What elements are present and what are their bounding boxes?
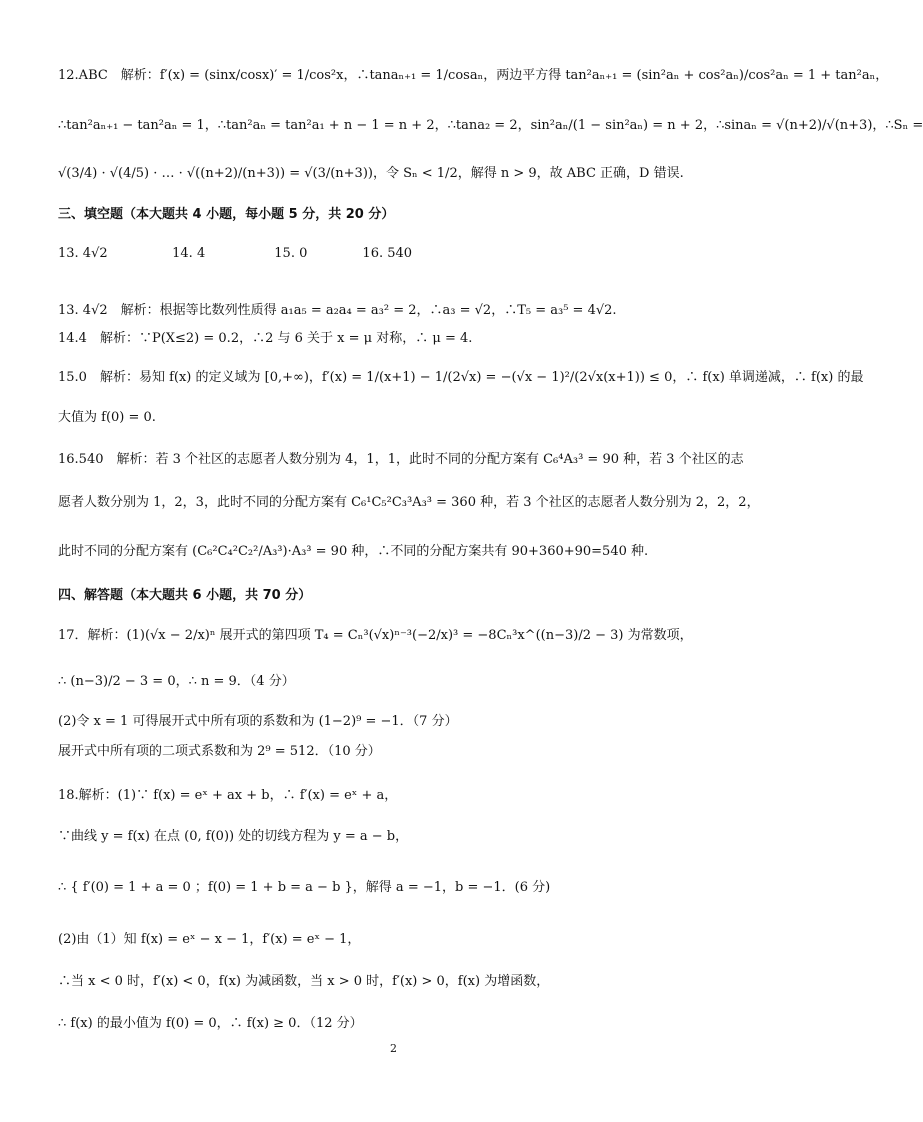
answer-14: 14. 4 (172, 246, 206, 261)
q18-line-2: ∵曲线 y = f(x) 在点 (0, f(0)) 处的切线方程为 y = a − b， (58, 829, 409, 844)
q18-line-1: 18.解析：(1)∵ f(x) = eˣ + ax + b，∴ f′(x) = eˣ + a， (58, 788, 398, 803)
q18-line-3: ∴ { f′(0) = 1 + a = 0 ；f(0) = 1 + b = a − b }，解得 a = −1，b = −1．(6 分) (58, 880, 551, 895)
q17-line-2: ∴ (n−3)/2 − 3 = 0，∴ n = 9．（4 分） (58, 674, 295, 689)
q17-line-1: 17．解析：(1)(√x − 2/x)ⁿ 展开式的第四项 T₄ = Cₙ³(√x)ⁿ⁻³(−2/x)³ = −8Cₙ³x^((n−3)/2 − 3) 为常数项， (58, 628, 693, 643)
q17-line-3: (2)令 x = 1 可得展开式中所有项的系数和为 (1−2)⁹ = −1．（7 分） (58, 714, 458, 729)
q18-line-6: ∴ f(x) 的最小值为 f(0) = 0，∴ f(x) ≥ 0．（12 分） (58, 1016, 363, 1031)
q12-line-1: 12.ABC 解析：f′(x) = (sinx/cosx)′ = 1/cos²x，∴tanaₙ₊₁ = 1/cosaₙ，两边平方得 tan²aₙ₊₁ = (sin²aₙ + cos²aₙ)/cos²aₙ = 1 + tan²aₙ， (58, 68, 889, 83)
q18-line-4: (2)由（1）知 f(x) = eˣ − x − 1，f′(x) = eˣ − 1， (58, 932, 361, 947)
answer-16: 16. 540 (362, 246, 413, 261)
q16-line-1: 16.540 解析：若 3 个社区的志愿者人数分别为 4，1，1，此时不同的分配方案有 C₆⁴A₃³ = 90 种，若 3 个社区的志 (58, 452, 744, 467)
q12-line-3: √(3/4) · √(4/5) · … · √((n+2)/(n+3)) = √(3/(n+3))，令 Sₙ < 1/2，解得 n > 9，故 ABC 正确，D 错误. (58, 166, 684, 181)
q13-solution: 13. 4√2 解析：根据等比数列性质得 a₁a₅ = a₂a₄ = a₃² = 2，∴a₃ = √2，∴T₅ = a₃⁵ = 4√2. (58, 303, 617, 318)
q18-line-5: ∴当 x < 0 时，f′(x) < 0，f(x) 为减函数，当 x > 0 时，f′(x) > 0，f(x) 为增函数， (58, 974, 550, 989)
section-3-heading: 三、填空题（本大题共 4 小题，每小题 5 分，共 20 分） (58, 207, 395, 222)
answer-15: 15. 0 (274, 246, 308, 261)
page-number: 2 (390, 1042, 397, 1055)
q15-line-1: 15.0 解析：易知 f(x) 的定义域为 [0,+∞)，f′(x) = 1/(x+1) − 1/(2√x) = −(√x − 1)²/(2√x(x+1)) ≤ 0，∴ f(x) 单调递减，∴ f(x) 的最 (58, 370, 864, 385)
q16-line-2: 愿者人数分别为 1，2，3，此时不同的分配方案有 C₆¹C₅²C₃³A₃³ = 360 种，若 3 个社区的志愿者人数分别为 2，2，2， (58, 495, 760, 510)
answer-13: 13. 4√2 (58, 246, 108, 261)
q16-line-3: 此时不同的分配方案有 (C₆²C₄²C₂²/A₃³)·A₃³ = 90 种，∴不同的分配方案共有 90+360+90=540 种. (58, 544, 649, 559)
q12-line-2: ∴tan²aₙ₊₁ − tan²aₙ = 1，∴tan²aₙ = tan²a₁ + n − 1 = n + 2，∴tana₂ = 2，sin²aₙ/(1 − sin²aₙ) = n + 2，∴sinaₙ = √(n+2)/√(n+3)，∴Sₙ = (58, 118, 923, 133)
q15-line-2: 大值为 f(0) = 0. (58, 410, 156, 425)
answer-row (58, 246, 412, 262)
q17-line-4: 展开式中所有项的二项式系数和为 2⁹ = 512．（10 分） (58, 744, 381, 759)
q14-solution: 14.4 解析：∵P(X≤2) = 0.2，∴2 与 6 关于 x = μ 对称，∴ μ = 4. (58, 331, 473, 346)
section-4-heading: 四、解答题（本大题共 6 小题，共 70 分） (58, 588, 312, 603)
